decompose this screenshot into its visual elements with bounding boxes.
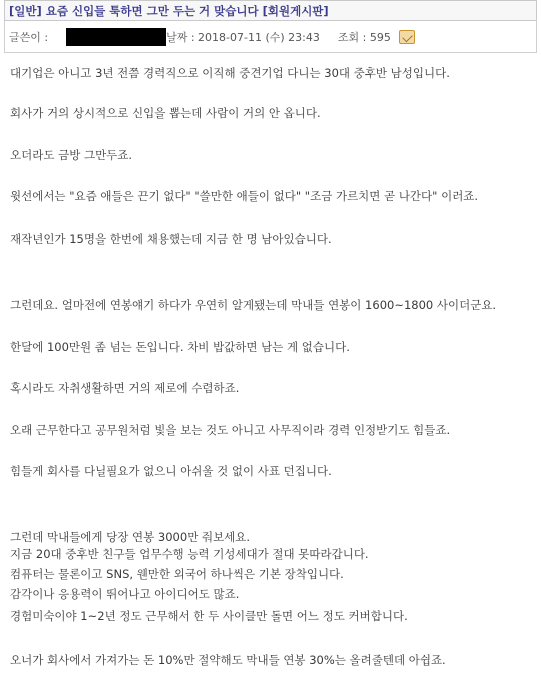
post-title: [일반] 요즘 신입들 툭하면 그만 두는 거 맞습니다 [회원게시판]: [4, 0, 537, 21]
mail-icon[interactable]: [399, 30, 415, 44]
post-date: 날짜 : 2018-07-11 (수) 23:43: [166, 30, 320, 44]
body-paragraph: 경험미숙이야 1~2년 정도 근무해서 한 두 사이클만 돌면 어느 정도 커버합니다.: [10, 609, 408, 623]
body-paragraph: 재작년인가 15명을 한번에 채용했는데 지금 한 명 남아있습니다.: [10, 232, 332, 246]
body-paragraph: 그런데 막내들에게 당장 연봉 3000만 줘보세요.: [10, 530, 251, 544]
body-paragraph: 감각이나 응용력이 뛰어나고 아이디어도 많죠.: [10, 587, 240, 601]
body-paragraph: 혹시라도 자취생활하면 거의 제로에 수렴하죠.: [10, 381, 240, 395]
body-paragraph: 오너가 회사에서 가져가는 돈 10%만 절약해도 막내들 연봉 30%는 올려줄텐데 아쉽죠.: [10, 653, 446, 667]
body-paragraph: 지금 20대 중후반 친구들 업무수행 능력 기성세대가 절대 못따라갑니다.: [10, 547, 369, 561]
body-paragraph: 한달에 100만원 좀 넘는 돈입니다. 차비 밥값하면 남는 게 없습니다.: [10, 340, 350, 354]
body-paragraph: 그런데요. 얼마전에 연봉얘기 하다가 우연히 알게됐는데 막내들 연봉이 1600~1800 사이더군요.: [10, 298, 497, 312]
body-paragraph: 오더라도 금방 그만두죠.: [10, 148, 133, 162]
body-paragraph: 컴퓨터는 물론이고 SNS, 웬만한 외국어 하나씩은 기본 장착입니다.: [10, 567, 344, 581]
author-label: 글쓴이 :: [9, 30, 49, 44]
post-meta: [4, 21, 537, 53]
view-count: 조회 : 595: [337, 30, 391, 44]
body-paragraph: 힘들게 회사를 다닐필요가 없으니 아쉬울 것 없이 사표 던집니다.: [10, 464, 332, 478]
redacted-author-name: [66, 28, 166, 46]
body-paragraph: 오래 근무한다고 공무원처럼 빛을 보는 것도 아니고 사무직이라 경력 인정받기도 힘들죠.: [10, 423, 451, 437]
body-paragraph: 회사가 거의 상시적으로 신입을 뽑는데 사람이 거의 안 옵니다.: [10, 106, 321, 120]
body-paragraph: 윗선에서는 "요즘 애들은 끈기 없다" "쓸만한 애들이 없다" "조금 가르치면 곧 나간다" 이러죠.: [10, 189, 479, 203]
body-paragraph: 대기업은 아니고 3년 전쯤 경력직으로 이직해 중견기업 다니는 30대 중후반 남성입니다.: [10, 66, 450, 80]
